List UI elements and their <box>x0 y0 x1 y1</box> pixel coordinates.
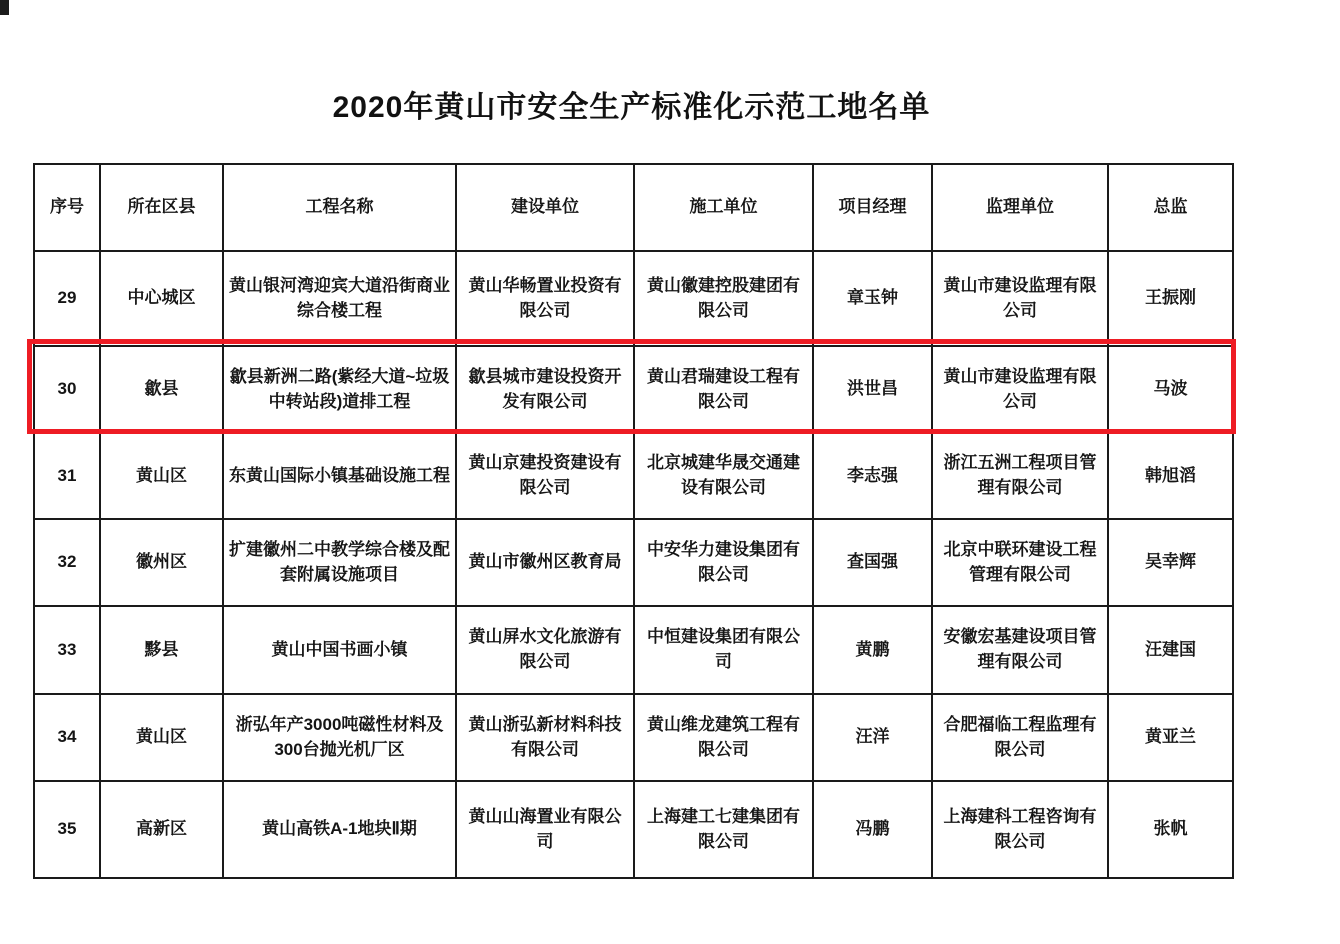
column-header: 建设单位 <box>457 165 635 252</box>
table-cell: 王振刚 <box>1109 252 1232 347</box>
row-number-cell: 29 <box>35 252 101 347</box>
table-cell: 黄山徽建控股建团有限公司 <box>635 252 814 347</box>
table-cell: 黟县 <box>101 607 224 695</box>
table-cell: 黄山屏水文化旅游有限公司 <box>457 607 635 695</box>
scan-artifact <box>0 0 9 15</box>
table-cell: 李志强 <box>814 434 933 520</box>
column-header: 项目经理 <box>814 165 933 252</box>
table-cell: 中恒建设集团有限公司 <box>635 607 814 695</box>
table-cell: 徽州区 <box>101 520 224 607</box>
table-cell: 黄鹏 <box>814 607 933 695</box>
table-cell: 黄山区 <box>101 695 224 782</box>
table-cell: 浙弘年产3000吨磁性材料及300台抛光机厂区 <box>224 695 457 782</box>
row-number-cell: 34 <box>35 695 101 782</box>
table-cell: 浙江五洲工程项目管理有限公司 <box>933 434 1109 520</box>
table-cell: 洪世昌 <box>814 347 933 434</box>
table-cell: 查国强 <box>814 520 933 607</box>
column-header: 监理单位 <box>933 165 1109 252</box>
table-cell: 安徽宏基建设项目管理有限公司 <box>933 607 1109 695</box>
table-cell: 扩建徽州二中教学综合楼及配套附属设施项目 <box>224 520 457 607</box>
table-cell: 黄山中国书画小镇 <box>224 607 457 695</box>
row-number-cell: 30 <box>35 347 101 434</box>
table-cell: 冯鹏 <box>814 782 933 877</box>
table-cell: 黄山市建设监理有限公司 <box>933 252 1109 347</box>
table-cell: 吴幸辉 <box>1109 520 1232 607</box>
table-cell: 汪建国 <box>1109 607 1232 695</box>
table-cell: 东黄山国际小镇基础设施工程 <box>224 434 457 520</box>
table-cell: 韩旭滔 <box>1109 434 1232 520</box>
table-cell: 歙县 <box>101 347 224 434</box>
column-header: 序号 <box>35 165 101 252</box>
table-cell: 歙县新洲二路(紫经大道~垃圾中转站段)道排工程 <box>224 347 457 434</box>
table-cell: 汪洋 <box>814 695 933 782</box>
table-cell: 黄山京建投资建设有限公司 <box>457 434 635 520</box>
table-cell: 章玉钟 <box>814 252 933 347</box>
table-cell: 黄山区 <box>101 434 224 520</box>
row-number-cell: 31 <box>35 434 101 520</box>
table-cell: 黄山华畅置业投资有限公司 <box>457 252 635 347</box>
table-cell: 北京城建华晟交通建设有限公司 <box>635 434 814 520</box>
row-number-cell: 32 <box>35 520 101 607</box>
table-cell: 中安华力建设集团有限公司 <box>635 520 814 607</box>
table-cell: 歙县城市建设投资开发有限公司 <box>457 347 635 434</box>
table-cell: 黄山山海置业有限公司 <box>457 782 635 877</box>
column-header: 所在区县 <box>101 165 224 252</box>
table-cell: 黄山高铁A-1地块Ⅱ期 <box>224 782 457 877</box>
table-cell: 黄山市徽州区教育局 <box>457 520 635 607</box>
table-cell: 黄山君瑞建设工程有限公司 <box>635 347 814 434</box>
page-title: 2020年黄山市安全生产标准化示范工地名单 <box>332 91 931 124</box>
table-cell: 张帆 <box>1153 819 1188 839</box>
table-cell: 北京中联环建设工程管理有限公司 <box>933 520 1109 607</box>
table-cell: 马波 <box>1109 347 1232 434</box>
table-cell: 黄山浙弘新材料科技有限公司 <box>457 695 635 782</box>
table-cell: 黄亚兰 <box>1109 695 1232 782</box>
column-header: 施工单位 <box>635 165 814 252</box>
column-header: 总监 <box>1109 165 1232 252</box>
table-cell: 黄山维龙建筑工程有限公司 <box>635 695 814 782</box>
row-number-cell: 33 <box>35 607 101 695</box>
column-header: 工程名称 <box>224 165 457 252</box>
table-cell: 上海建工七建集团有限公司 <box>635 782 814 877</box>
row-number-cell: 35 <box>35 782 101 877</box>
table-cell: 高新区 <box>101 782 224 877</box>
table-cell: 合肥福临工程监理有限公司 <box>933 695 1109 782</box>
table-cell: 黄山市建设监理有限公司 <box>933 347 1109 434</box>
table-cell: 黄山银河湾迎宾大道沿街商业综合楼工程 <box>224 252 457 347</box>
table-cell: 中心城区 <box>101 252 224 347</box>
table-cell: 上海建科工程咨询有限公司 <box>933 782 1109 877</box>
sites-table <box>33 163 1234 879</box>
